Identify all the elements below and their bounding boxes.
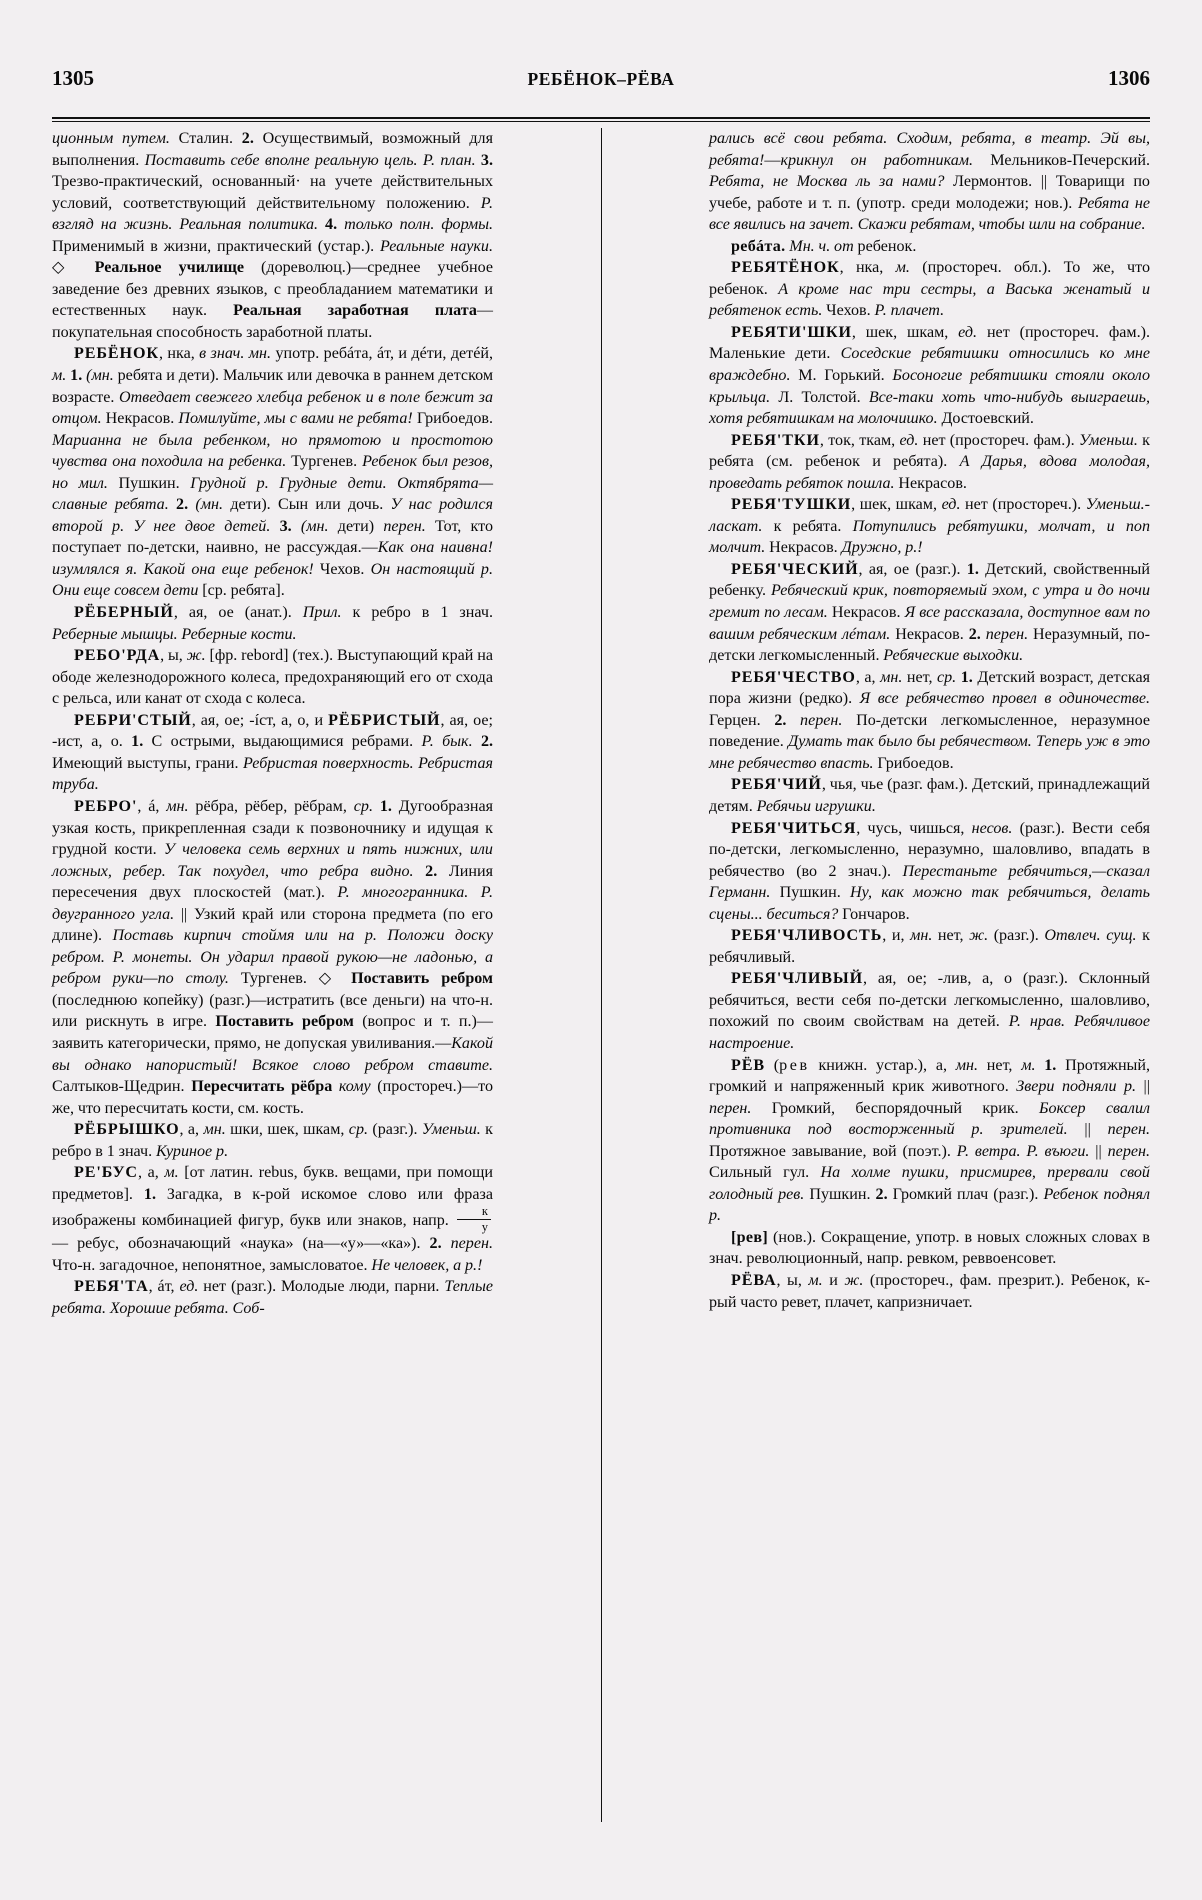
entry-continuation: рались всё свои ребята. Сходим, ребята, в театр. Эй вы, ребята!—крикнул он работникам. Мельников-Печерский. Ребята, не Москва ль за нами? Лермонтов. || Товарищи по учебе, работе и т. п. (употр. среди молодежи; нов.). Ребята не все явились на зачет. Скажи ребятам, чтобы шли на собрание. xyxy=(709,130,1151,234)
dictionary-entry: РЕБЯ'ТКИ, ток, ткам, ед. нет (простореч. фам.). Уменьш. к ребята (см. ребенок и ребята). А Дарья, вдова молодая, проведать ребяток пошла. Некрасов. xyxy=(709,431,1150,492)
column-right xyxy=(709,128,1150,1828)
dictionary-entry: РЕБЁНОК, нка, в знач. мн. употр. ребáта, áт, и дéти, детéй, м. 1. (мн. ребята и дети). Мальчик или девочка в раннем детском возрасте. Отведает свежего хлебца ребенок и в поле бежит за отцом. Некрасов. Помилуйте, мы с вами не ребята! Грибоедов. Марианна не была ребенком, но прямотою и простотою чувства она походила на ребенка. Тургенев. Ребенок был резов, но мил. Пушкин. Грудной р. Грудные дети. Октябрята—славные ребята. 2. (мн. дети). Сын или дочь. У нас родился второй р. У нее двое детей. 3. (мн. дети) перен. Тот, кто поступает по-детски, наивно, не рассуждая.—Как она наивна! изумлялся я. Какой она еще ребенок! Чехов. Он настоящий р. Они еще совсем дети [ср. ребята]. xyxy=(52,345,494,600)
dictionary-entry: РЕБЯ'ЧЕСТВО, а, мн. нет, ср. 1. Детский возраст, детская пора жизни (редко). Я все ребячество провел в одиночестве. Герцен. 2. перен. По-детски легкомысленное, неразумное поведение. Думать так было бы ребячеством. Теперь уж в это мне ребячество впасть. Грибоедов. xyxy=(709,668,1151,772)
folio-right: 1306 xyxy=(1107,66,1150,90)
column-divider-rule xyxy=(601,128,602,1822)
dictionary-entry: РЕБЯТЁНОК, нка, м. (простореч. обл.). То же, что ребенок. А кроме нас три сестры, а Васька женатый и ребятенок есть. Чехов. Р. плачет. xyxy=(709,259,1150,320)
column-gutter xyxy=(493,128,709,1828)
dictionary-entry: РЕБРО', á, мн. рёбра, рёбер, рёбрам, ср. 1. Дугообразная узкая кость, прикрепленная сзади к позвоночнику и идущая к грудной кости. У человека семь верхних и пять нижних, или ложных, ребер. Так похудел, что ребра видно. 2. Линия пересечения двух плоскостей (мат.). Р. многогранника. Р. двугранного угла. || Узкий край или сторона предмета (по его длине). Поставь кирпич стоймя или на р. Положи доску ребром. Р. монеты. Он ударил правой рукою—не ладонью, а ребром руки—по столу. Тургенев. ◇ Поставить ребром (последнюю копейку) (разг.)—истратить (все деньги) на что-н. или рискнуть в игре. Поставить ребром (вопрос и т. п.)—заявить категорически, прямо, не допуская увиливания.—Какой вы однако напористый! Всякое слово ребром ставите. Салтыков-Щедрин. Пересчитать рёбра кому (простореч.)—то же, что пересчитать кости, см. кость. xyxy=(52,797,494,1117)
dictionary-entry: РЕБЯ'ТА, áт, ед. нет (разг.). Молодые люди, парни. Теплые ребята. Хорошие ребята. Соб- xyxy=(52,1278,493,1317)
entry-continuation: [рев] (нов.). Сокращение, употр. в новых сложных словах в знач. революционный, напр. ревком, реввоенсовет. xyxy=(709,1228,1150,1268)
column-left xyxy=(52,128,493,1828)
folio-left: 1305 xyxy=(52,66,94,90)
header-divider-rule xyxy=(52,117,1150,122)
dictionary-entry: РЕБЯ'ЧИТЬСЯ, чусь, чишься, несов. (разг.). Вести себя по-детски, легкомысленно, неразумно, шаловливо, впадать в ребячество (во 2 знач.). Перестаньте ребячиться,—сказал Германн. Пушкин. Ну, как можно так ребячиться, делать сцены... беситься? Гончаров. xyxy=(709,819,1150,923)
dictionary-entry: РЕБЯ'ЧЛИВЫЙ, ая, ое; -лив, а, о (разг.). Склонный ребячиться, вести себя по-детски легкомысленно, шаловливо, похожий по своим свойствам на детей. Р. нрав. Ребячливое настроение. xyxy=(709,970,1151,1052)
dictionary-entry: РЁБРЫШКО, а, мн. шки, шек, шкам, ср. (разг.). Уменьш. к ребро в 1 знач. Куриное р. xyxy=(52,1121,493,1160)
dictionary-entry: РЕБЯ'ЧЕСКИЙ, ая, ое (разг.). 1. Детский, свойственный ребенку. Ребяческий крик, повторяемый эхом, с утра и до ночи гремит по лесам. Некрасов. Я все рассказала, доступное вам по вашим ребяческим лéтам. Некрасов. 2. перен. Неразумный, по-детски легкомысленный. Ребяческие выходки. xyxy=(709,560,1151,665)
entry-continuation: ционным путем. Сталин. 2. Осуществимый, возможный для выполнения. Поставить себе вполне реальную цель. Р. план. 3. Трезво-практический, основанный· на учете действительных условий, соответствующий действительному положению. Р. взгляд на жизнь. Реальная политика. 4. только полн. формы. Применимый в жизни, практический (устар.). Реальные науки. ◇ Реальное училище (дореволюц.)—среднее учебное заведение без древних языков, с преобладанием математики и естественных наук. Реальная заработная плата—покупательная способность заработной платы. xyxy=(52,130,494,341)
text-columns xyxy=(52,128,1150,1828)
entry-continuation: ребáта. Мн. ч. от ребенок. xyxy=(731,237,917,255)
dictionary-entry: РЕБЯ'ЧИЙ, чья, чье (разг. фам.). Детский, принадлежащий детям. Ребячьи игрушки. xyxy=(709,776,1150,815)
dictionary-entry: РЕБЯТИ'ШКИ, шек, шкам, ед. нет (простореч. фам.). Маленькие дети. Соседские ребятишки относились ко мне враждебно. М. Горький. Босоногие ребятишки стояли около крыльца. Л. Толстой. Все-таки хоть что-нибудь выиграешь, хотя ребятишкам на молочишко. Достоевский. xyxy=(709,323,1150,428)
dictionary-entry: РЕБРИ'СТЫЙ, ая, ое; -íст, а, о, и РЁБРИСТЫЙ, ая, ое; -ист, а, о. 1. С острыми, выдающимися ребрами. Р. бык. 2. Имеющий выступы, грани. Ребристая поверхность. Ребристая труба. xyxy=(52,711,494,794)
dictionary-entry: РЕ'БУС, а, м. [от латин. rebus, букв. вещами, при помощи предметов]. 1. Загадка, в к-рой искомое слово или фраза изображены комбинацией фигур, букв или знаков, напр. $\frac{к}{у}$ — ребус, обозначающий «наука» (на—«у»—«ка»). 2. перен. Что-н. загадочное, непонятное, замысловатое. Не человек, а р.! xyxy=(52,1164,494,1274)
dictionary-entry: РЕБЯ'ЧЛИВОСТЬ, и, мн. нет, ж. (разг.). Отвлеч. сущ. к ребячливый. xyxy=(709,927,1150,966)
dictionary-entry: РЕБЯ'ТУШКИ, шек, шкам, ед. нет (простореч.). Уменьш.-ласкат. к ребята. Потупились ребятушки, молчат, и поп молчит. Некрасов. Дружно, р.! xyxy=(709,496,1150,557)
dictionary-entry: РЁБЕРНЫЙ, ая, ое (анат.). Прил. к ребро в 1 знач. Реберные мышцы. Реберные кости. xyxy=(52,604,494,643)
dictionary-entry: РЁВА, ы, м. и ж. (простореч., фам. презрит.). Ребенок, к-рый часто ревет, плачет, капризничает. xyxy=(709,1271,1151,1311)
dictionary-entry: РЕБО'РДА, ы, ж. [фр. rebord] (тех.). Выступающий край на ободе железнодорожного колеса, предохраняющий его от схода с рельса, или канат от схода с колеса. xyxy=(52,647,493,708)
running-head xyxy=(52,66,1150,96)
running-head-title: РЕБЁНОК–РЁВА xyxy=(527,69,675,89)
dictionary-entry: РЁВ (рев книжн. устар.), а, мн. нет, м. 1. Протяжный, громкий и напряженный крик животного. Звери подняли р. || перен. Громкий, беспорядочный крик. Боксер свалил противника под восторженный р. зрителей. || перен. Протяжное завывание, вой (поэт.). Р. ветра. Р. въюги. || перен. Сильный гул. На холме пушки, присмирев, прервали свой голодный рев. Пушкин. 2. Громкий плач (разг.). Ребенок поднял р. xyxy=(709,1056,1151,1225)
